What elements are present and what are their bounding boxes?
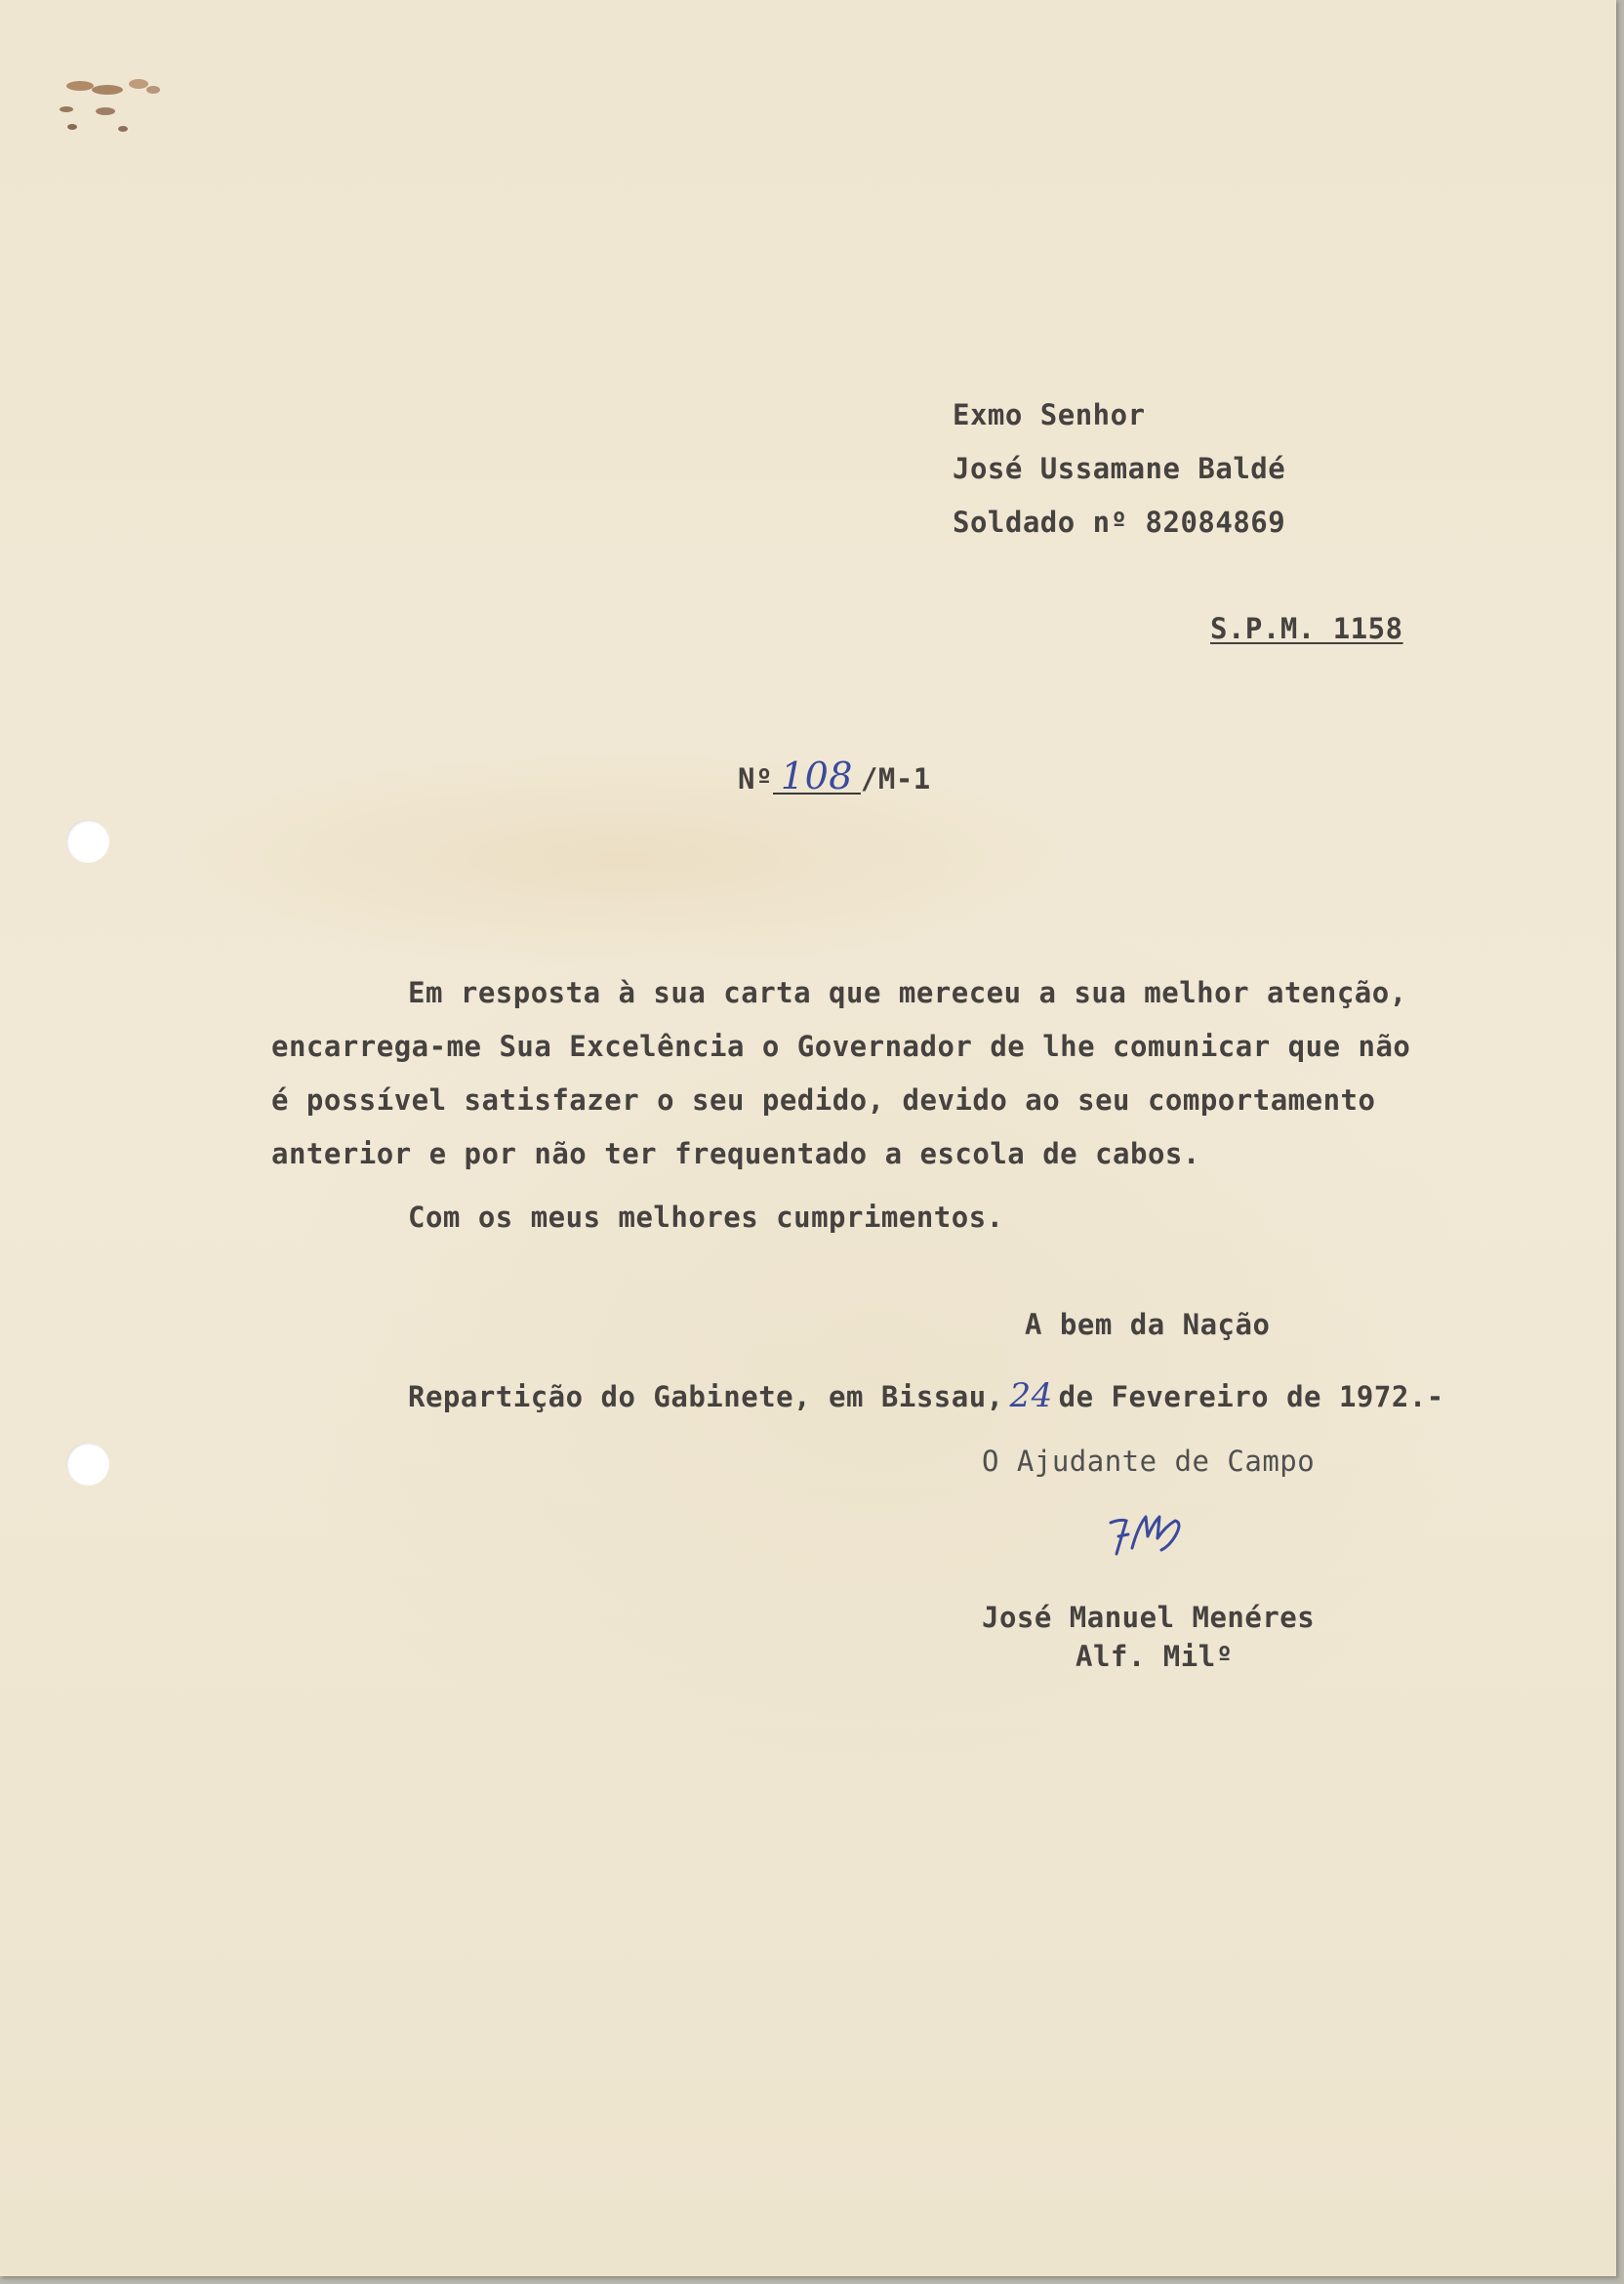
signatory-name: José Manuel Menéres — [982, 1601, 1316, 1634]
signatory-rank: Alf. Milº — [1076, 1640, 1234, 1673]
dateline-prefix: Repartição do Gabinete, em Bissau, — [408, 1380, 1004, 1413]
body-line-3: é possível satisfazer o seu pedido, devido ao seu comportamento — [271, 1083, 1376, 1117]
motto: A bem da Nação — [1025, 1308, 1271, 1341]
reference-suffix: /M-1 — [860, 762, 931, 795]
handwritten-signature — [1103, 1493, 1220, 1571]
postal-code: S.P.M. 1158 — [1210, 612, 1403, 645]
rust-stain-mark — [41, 68, 178, 146]
body-line-1: Em resposta à sua carta que mereceu a sua melhor atenção, — [408, 976, 1407, 1009]
dateline — [408, 1376, 1444, 1415]
closing-line: Com os meus melhores cumprimentos. — [408, 1201, 1004, 1234]
reference-prefix: Nº — [738, 762, 773, 795]
reference-number-handwritten: 108 — [773, 759, 861, 795]
reference-number — [738, 755, 931, 797]
dateline-day-handwritten: 24 — [1009, 1376, 1053, 1415]
punch-hole-top — [66, 820, 109, 863]
recipient-salutation: Exmo Senhor — [953, 398, 1146, 431]
recipient-rank-number: Soldado nº 82084869 — [953, 506, 1286, 539]
punch-hole-bottom — [66, 1443, 109, 1486]
recipient-name: José Ussamane Baldé — [953, 452, 1286, 485]
body-line-2: encarrega-me Sua Excelência o Governador de lhe comunicar que não — [271, 1030, 1411, 1063]
signatory-role: O Ajudante de Campo — [982, 1445, 1316, 1478]
body-line-4: anterior e por não ter frequentado a escola de cabos. — [271, 1137, 1200, 1170]
dateline-suffix: de Fevereiro de 1972.- — [1058, 1380, 1444, 1413]
